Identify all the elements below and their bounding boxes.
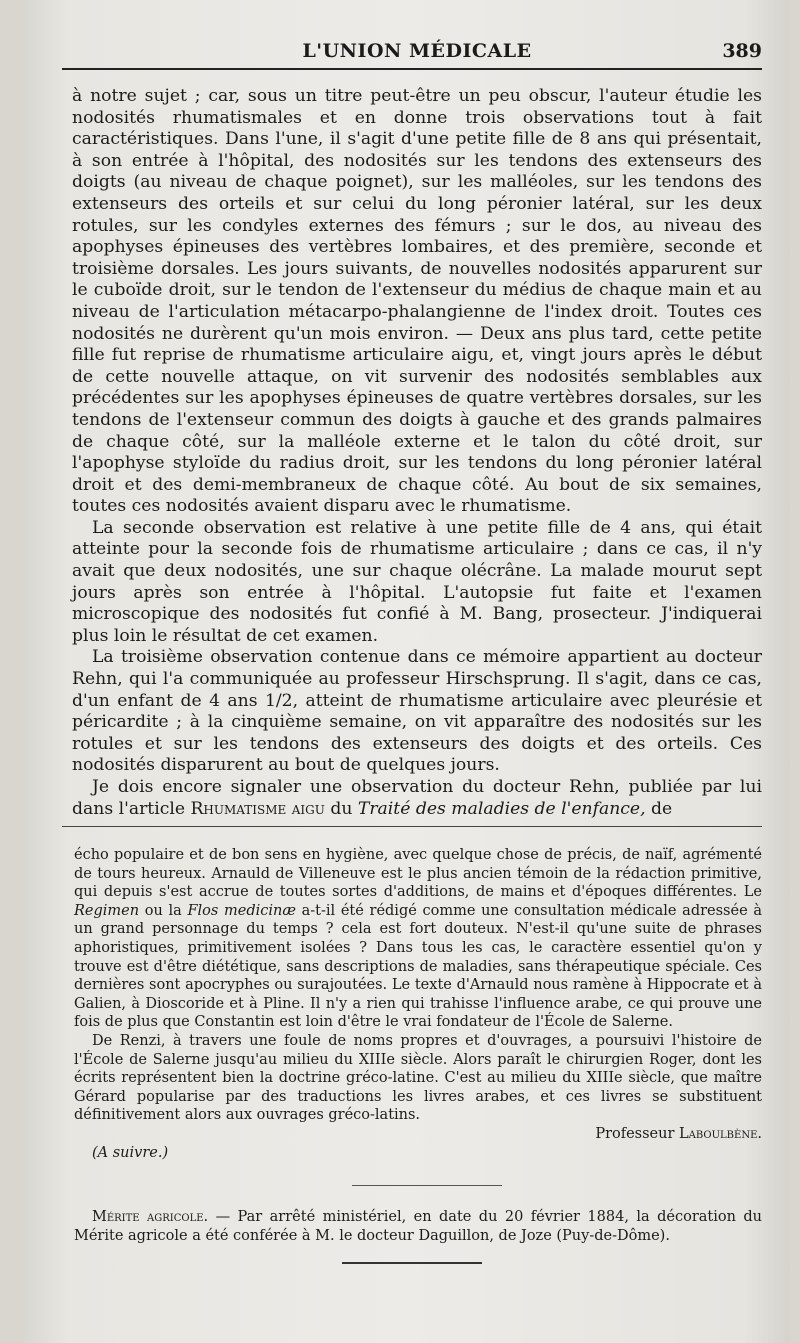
signature	[74, 1125, 762, 1144]
article-title: Rhumatisme aigu	[190, 798, 325, 819]
book-title: Traité des maladies de l'enfance,	[357, 798, 646, 819]
footnote-text-b: ou la	[139, 902, 188, 919]
page-header	[72, 40, 762, 68]
paragraph-3: La troisième observation contenue dans ce mémoire appartient au docteur Rehn, qui l'a communiquée au professeur Hirschsprung. Il s'agit, dans ce cas, d'un enfant de 4 ans 1/2, atteint de rhumatisme articulaire avec pleurésie et péricardite ; à la cinquième semaine, on vit apparaître des nodosités sur les rotules et sur les tendons des extenseurs des doigts et des orteils. Ces nodosités disparurent au bout de quelques jours.	[72, 647, 762, 776]
notice-label: Mérite agricole.	[92, 1209, 209, 1225]
main-text	[72, 86, 762, 820]
paragraph-4-end: de	[645, 798, 673, 819]
header-rule	[62, 68, 762, 70]
to-follow	[74, 1144, 762, 1163]
footnote-text-c: a-t-il été rédigé comme une consultation médicale adressée à un grand personnage du temps ? cela est fort douteux. N'est-il qu'une suite de phrases aphoristiques, primitivement isolées ? Dans tous les cas, le caractère essentiel qu'on y trouve est d'être diététique, sans descriptions de maladies, sans thérapeutique spéciale. Ces dernières sont apocryphes ou surajoutées. Le texte d'Arnauld nous ramène à Hippocrate et à Galien, à Dioscoride et à Pline. Il n'y a rien qui trahisse l'influence arabe, ce qui prouve une fois de plus que Constantin est loin d'être le vrai fondateur de l'École de Salerne.	[74, 902, 762, 1031]
journal-page	[22, 0, 790, 1343]
paragraph-4-text: Je dois encore signaler une observation du docteur Rehn, publiée par lui dans l'article	[72, 777, 762, 819]
page-number: 389	[722, 40, 762, 62]
flos-title: Flos medicinæ	[187, 902, 296, 919]
notice	[74, 1208, 762, 1245]
end-rule	[342, 1262, 482, 1264]
footnote-rule	[62, 826, 762, 827]
notice-paragraph	[74, 1208, 762, 1245]
footnote-paragraph-1	[74, 846, 762, 1032]
to-follow-text: (A suivre.)	[92, 1144, 169, 1161]
signature-name: Laboulbène.	[679, 1125, 762, 1142]
paragraph-1: à notre sujet ; car, sous un titre peut-être un peu obscur, l'auteur étudie les nodosités rhumatismales et en donne trois observations tout à fait caractéristiques. Dans l'une, il s'agit d'une petite fille de 8 ans qui présentait, à son entrée à l'hôpital, des nodosités sur les tendons des extenseurs des doigts (au niveau de chaque poignet), sur les malléoles, sur les tendons des extenseurs des orteils et sur celui du long péronier latéral, sur les deux rotules, sur les condyles externes des fémurs ; sur le dos, au niveau des apophyses épineuses des vertèbres lombaires, et des première, seconde et troisième dorsales. Les jours suivants, de nouvelles nodosités apparurent sur le cuboïde droit, sur le tendon de l'extenseur du médius de chaque main et au niveau de l'articulation métacarpo-phalangienne de l'index droit. Toutes ces nodosités ne durèrent qu'un mois environ. — Deux ans plus tard, cette petite fille fut reprise de rhumatisme articulaire aigu, et, vingt jours après le début de cette nouvelle attaque, on vit survenir des nodosités semblables aux précédentes sur les apophyses épineuses de quatre vertèbres dorsales, sur les tendons de l'extenseur commun des doigts à gauche et des grands palmaires de chaque côté, sur la malléole externe et le talon du côté droit, sur l'apophyse styloïde du radius droit, sur les tendons du long péronier latéral droit et des demi-membraneux de chaque côté. Au bout de six semaines, toutes ces nodosités avaient disparu avec le rhumatisme.	[72, 86, 762, 517]
footnote-paragraph-2: De Renzi, à travers une foule de noms propres et d'ouvrages, a poursuivi l'histoire de l'École de Salerne jusqu'au milieu du XIIIe siècle. Alors paraît le chirurgien Roger, dont les écrits représentent bien la doctrine gréco-latine. C'est au milieu du XIIIe siècle, que maître Gérard popularise par des traductions les livres arabes, et ces livres se substituent définitivement alors aux ouvrages gréco-latins.	[74, 1032, 762, 1124]
notice-text: — Par arrêté ministériel, en date du 20 février 1884, la décoration du Mérite agricole a été conférée à M. le docteur Daguillon, de Joze (Puy-de-Dôme).	[74, 1209, 762, 1244]
paragraph-2: La seconde observation est relative à une petite fille de 4 ans, qui était atteinte pour la seconde fois de rhumatisme articulaire ; dans ce cas, il n'y avait que deux nodosités, une sur chaque olécrâne. La malade mourut sept jours après son entrée à l'hôpital. L'autopsie fut faite et l'examen microscopique des nodosités fut confié à M. Bang, prosecteur. J'indiquerai plus loin le résultat de cet examen.	[72, 517, 762, 646]
paragraph-4	[72, 777, 762, 820]
footnote-text-a: écho populaire et de bon sens en hygiène, avec quelque chose de précis, de naïf, agrémenté de tours heureux. Arnauld de Villeneuve est le plus ancien témoin de la rédaction primitive, qui depuis s'est accrue de toutes sortes d'additions, de mains et d'époques différentes. Le	[74, 847, 762, 901]
footnote	[74, 846, 762, 1162]
paragraph-4-du: du	[324, 798, 358, 819]
running-title: L'UNION MÉDICALE	[302, 40, 532, 62]
section-rule	[352, 1185, 502, 1186]
regimen-title: Regimen	[74, 902, 140, 919]
signature-prefix: Professeur	[595, 1125, 680, 1142]
